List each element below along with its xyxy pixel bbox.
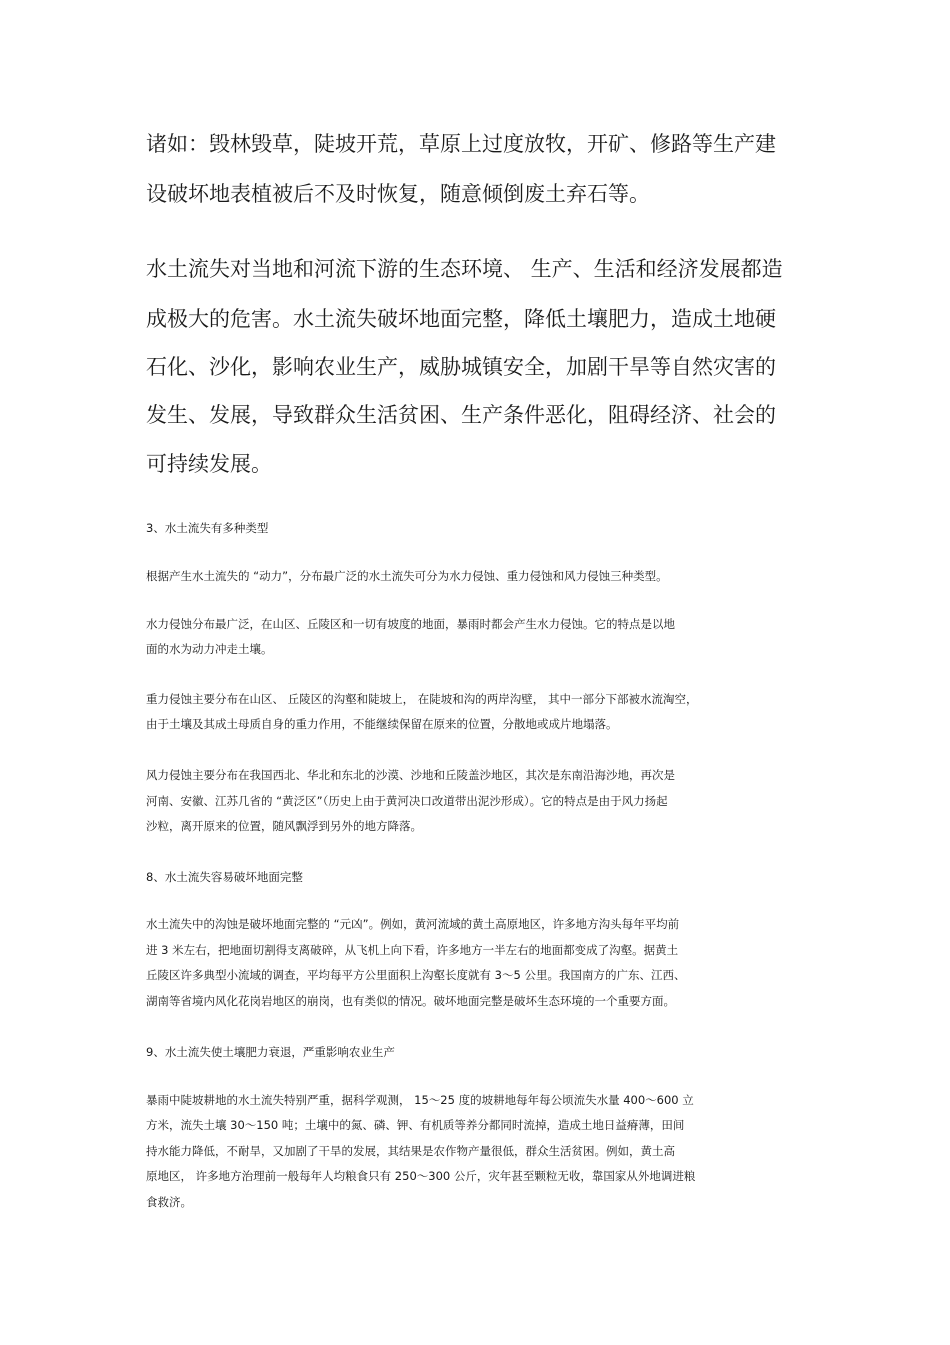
paragraph-line: 方米，流失土壤 30～150 吨；土壤中的氮、磷、钾、有机质等养分都同时流掉，造成土地日益瘠薄，田间 (146, 1118, 685, 1132)
paragraph-line: 根据产生水土流失的 “动力”，分布最广泛的水土流失可分为水力侵蚀、重力侵蚀和风力侵蚀三种类型。 (146, 569, 668, 583)
section-3-heading: 3、水土流失有多种类型 (146, 521, 269, 535)
paragraph-line: 湖南等省境内风化花岗岩地区的崩岗，也有类似的情况。破坏地面完整是破坏生态环境的一个重要方面。 (146, 994, 675, 1008)
paragraph-line: 原地区， 许多地方治理前一般每年人均粮食只有 250～300 公斤，灾年甚至颗粒无收，靠国家从外地调进粮 (146, 1169, 696, 1183)
paragraph-line: 沙粒，离开原来的位置，随风飘浮到另外的地方降落。 (146, 819, 422, 833)
harm-line: 石化、沙化，影响农业生产，威胁城镇安全，加剧干旱等自然灾害的 (146, 355, 776, 379)
paragraph-line: 持水能力降低，不耐旱，又加剧了干旱的发展，其结果是农作物产量很低，群众生活贫困。例如，黄土高 (146, 1144, 675, 1158)
paragraph-line: 面的水为动力冲走土壤。 (146, 642, 273, 656)
paragraph-line: 风力侵蚀主要分布在我国西北、华北和东北的沙漠、沙地和丘陵盖沙地区，其次是东南沿海沙地，再次是 (146, 768, 675, 782)
harm-line: 发生、发展，导致群众生活贫困、生产条件恶化，阻碍经济、社会的 (146, 403, 776, 427)
paragraph-line: 水力侵蚀分布最广泛，在山区、丘陵区和一切有坡度的地面，暴雨时都会产生水力侵蚀。它的特点是以地 (146, 617, 675, 631)
harm-line: 水土流失对当地和河流下游的生态环境、 生产、生活和经济发展都造 (146, 257, 783, 281)
paragraph-line: 暴雨中陡坡耕地的水土流失特别严重，据科学观测， 15～25 度的坡耕地每年每公顷流失水量 400～600 立 (146, 1093, 694, 1107)
paragraph-line: 丘陵区许多典型小流域的调查，平均每平方公里面积上沟壑长度就有 3～5 公里。我国南方的广东、江西、 (146, 968, 686, 982)
harm-line: 可持续发展。 (146, 452, 272, 476)
paragraph-line: 水土流失中的沟蚀是破坏地面完整的 “元凶”。例如，黄河流域的黄土高原地区，许多地方沟头每年平均前 (146, 917, 680, 931)
intro-line: 设破坏地表植被后不及时恢复，随意倾倒废土弃石等。 (146, 182, 650, 206)
paragraph-line: 由于土壤及其成土母质自身的重力作用，不能继续保留在原来的位置，分散地或成片地塌落。 (146, 717, 618, 731)
paragraph-line: 河南、安徽、江苏几省的 “黄泛区”（历史上由于黄河决口改道带出泥沙形成）。它的特点是由于风力扬起 (146, 794, 668, 808)
paragraph-line: 重力侵蚀主要分布在山区、 丘陵区的沟壑和陡坡上， 在陡坡和沟的两岸沟壁， 其中一部分下部被水流淘空， (146, 692, 698, 706)
section-8-heading: 8、水土流失容易破坏地面完整 (146, 870, 303, 884)
paragraph-line: 食救济。 (146, 1195, 192, 1209)
paragraph-line: 进 3 米左右，把地面切割得支离破碎，从飞机上向下看，许多地方一半左右的地面都变成了沟壑。据黄土 (146, 943, 679, 957)
intro-line: 诸如：毁林毁草，陡坡开荒，草原上过度放牧，开矿、修路等生产建 (146, 132, 776, 156)
section-9-heading: 9、水土流失使土壤肥力衰退，严重影响农业生产 (146, 1045, 395, 1059)
harm-line: 成极大的危害。水土流失破坏地面完整，降低土壤肥力，造成土地硬 (146, 307, 776, 331)
